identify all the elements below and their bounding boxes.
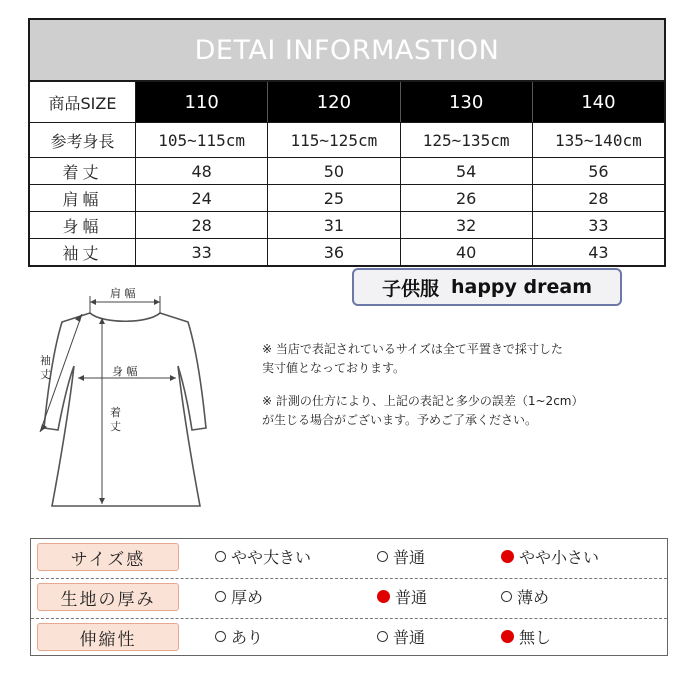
option-item-selected <box>501 625 551 648</box>
size-feel-label: サイズ感 <box>37 543 179 571</box>
brand-en: happy dream <box>450 276 593 298</box>
garment-diagram <box>30 278 230 518</box>
stretch-label: 伸縮性 <box>37 623 179 651</box>
chest-row <box>30 212 664 239</box>
sleeve-label-2: 丈 <box>40 368 51 381</box>
option-text: 無し <box>519 628 552 647</box>
option-item <box>215 585 263 608</box>
option-item <box>377 545 425 568</box>
table-cell: 54 <box>401 158 533 184</box>
reference-height-row <box>30 123 664 158</box>
note-1-line-2: 実寸値となっております。 <box>262 361 406 375</box>
size-130: 130 <box>401 82 533 122</box>
size-table-title: DETAI INFORMASTION <box>30 20 664 82</box>
option-item <box>501 585 549 608</box>
chest-width-label: 身 幅 <box>112 365 138 378</box>
circle-icon <box>377 551 388 562</box>
option-text: 普通 <box>393 548 426 567</box>
table-cell: 56 <box>588 161 609 181</box>
table-cell: 40 <box>401 239 533 265</box>
size-header-row <box>30 82 664 123</box>
table-cell: 115~125cm <box>268 123 400 157</box>
option-text: やや小さい <box>519 548 600 567</box>
size-header-label: 商品SIZE <box>30 82 136 122</box>
measurement-notes <box>262 340 662 444</box>
note-1-line-1: ※ 当店で表記されているサイズは全て平置きで採寸した <box>262 342 563 356</box>
table-cell: 32 <box>401 212 533 238</box>
length-row <box>30 158 664 185</box>
sleeve-row <box>30 239 664 265</box>
option-item-selected <box>501 545 599 568</box>
length-label-2: 丈 <box>110 420 121 433</box>
shoulder-label: 肩幅 <box>30 185 136 211</box>
table-cell: 26 <box>401 185 533 211</box>
option-text: 普通 <box>393 628 426 647</box>
note-1 <box>262 340 662 378</box>
option-text: やや大きい <box>231 548 312 567</box>
circle-icon <box>377 631 388 642</box>
option-text: 普通 <box>395 588 428 607</box>
table-cell: 28 <box>136 212 268 238</box>
filled-circle-icon <box>501 550 514 563</box>
fabric-feel-table <box>30 538 668 656</box>
length-label-1: 着 <box>110 406 121 419</box>
sleeve-label-1: 袖 <box>40 354 51 367</box>
thickness-label: 生地の厚み <box>37 583 179 611</box>
table-cell: 36 <box>268 239 400 265</box>
reference-height-label: 参考身長 <box>30 123 136 157</box>
table-cell: 135~140cm <box>555 130 642 150</box>
circle-icon <box>215 551 226 562</box>
table-cell: 33 <box>136 239 268 265</box>
option-text: 薄め <box>517 588 550 607</box>
note-2 <box>262 392 662 430</box>
table-cell: 33 <box>588 215 609 235</box>
table-cell: 50 <box>268 158 400 184</box>
table-cell: 105~115cm <box>136 123 268 157</box>
filled-circle-icon <box>377 590 390 603</box>
shoulder-width-label: 肩 幅 <box>110 287 136 300</box>
option-text: あり <box>231 628 264 647</box>
brand-jp: 子供服 <box>381 277 439 300</box>
option-item-selected <box>377 585 427 608</box>
option-text: 厚め <box>231 588 264 607</box>
brand-badge <box>352 268 622 306</box>
filled-circle-icon <box>501 630 514 643</box>
size-110: 110 <box>136 82 268 122</box>
table-cell: 28 <box>588 188 609 208</box>
size-120: 120 <box>268 82 400 122</box>
table-cell: 125~135cm <box>401 123 533 157</box>
dress-shape <box>44 313 206 506</box>
table-cell: 24 <box>136 185 268 211</box>
table-cell: 25 <box>268 185 400 211</box>
shoulder-row <box>30 185 664 212</box>
option-item <box>377 625 425 648</box>
size-table <box>28 18 666 267</box>
circle-icon <box>215 631 226 642</box>
table-cell: 48 <box>136 158 268 184</box>
note-2-line-2: が生じる場合がございます。予めご了承ください。 <box>262 413 538 427</box>
table-cell: 31 <box>268 212 400 238</box>
thickness-row <box>31 579 667 617</box>
stretch-row <box>31 619 667 657</box>
length-label: 着丈 <box>30 158 136 184</box>
chest-label: 身幅 <box>30 212 136 238</box>
circle-icon <box>501 591 512 602</box>
option-item <box>215 625 263 648</box>
size-140: 140 <box>533 82 664 122</box>
option-item <box>215 545 311 568</box>
size-feel-row <box>31 539 667 577</box>
sleeve-label: 袖丈 <box>30 239 136 265</box>
circle-icon <box>215 591 226 602</box>
note-2-line-1: ※ 計測の仕方により、上記の表記と多少の誤差（1~2cm） <box>262 394 584 408</box>
dress-outline-icon <box>30 278 230 518</box>
table-cell: 43 <box>588 242 609 262</box>
